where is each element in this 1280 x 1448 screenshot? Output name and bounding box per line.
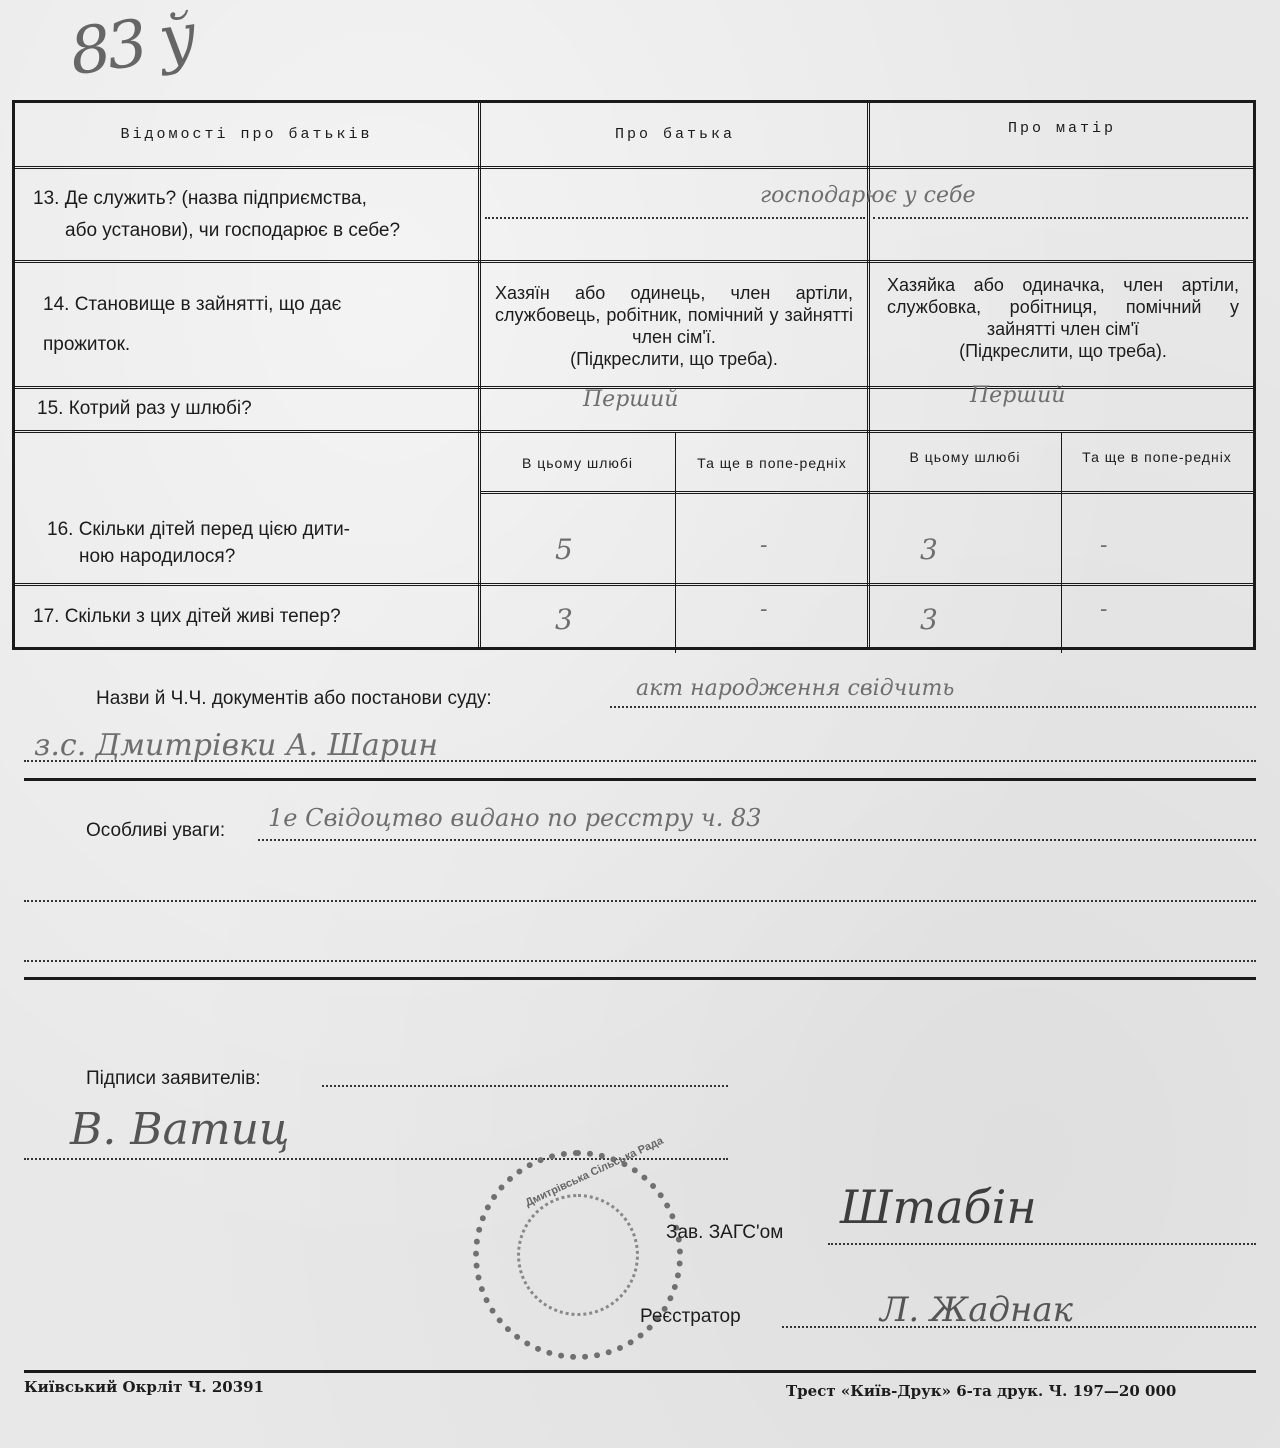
row-16-mother-prev: -	[1100, 533, 1108, 558]
row-14-mother-options: Хазяйка або одиначка, член артіли, службовка, робітниця, помічний у зайнятті член сім'ї (Підкреслити, що треба).	[887, 275, 1239, 361]
row-13-father-answer: господарює у себе	[760, 183, 976, 208]
header-info: Відомості про батьків	[120, 125, 373, 143]
row-15-mother-answer: Перший	[970, 383, 1066, 408]
row-17-question: 17. Скільки з цих дітей живі тепер?	[33, 606, 341, 627]
subheader-father-this: В цьому шлюбі	[521, 454, 634, 471]
subheader-mother-this: В цьому шлюбі	[909, 448, 1021, 465]
head-zags-label: Зав. ЗАГС'ом	[666, 1222, 784, 1243]
parents-info-table	[12, 100, 1256, 650]
row-15-question: 15. Котрий раз у шлюбі?	[37, 398, 252, 419]
row-16-question: 16. Скільки дітей перед цією дити- ною народилося?	[47, 519, 351, 567]
row-17-father-this: 3	[555, 603, 573, 636]
notes-label: Особливі уваги:	[86, 820, 226, 841]
official-stamp: Дмитрівська Сільська Рада	[473, 1150, 683, 1360]
applicants-signature-label: Підписи заявителів:	[86, 1068, 261, 1089]
row-14-father-options: Хазяїн або одинець, член артіли, службовець, робітник, помічний у зайнятті член сім'ї. (Підкреслити, що треба).	[495, 283, 853, 369]
footer-right-imprint: Трест «Київ-Друк» 6-та друк. Ч. 197—20 000	[786, 1382, 1177, 1400]
row-16-father-prev: -	[760, 533, 768, 558]
footer-left-imprint: Київський Окрліт Ч. 20391	[24, 1378, 265, 1396]
subheader-father-prev: Та ще в попе-редніх	[697, 454, 847, 471]
documents-value-line1: акт народження свідчить	[636, 676, 955, 701]
divider	[478, 103, 481, 647]
divider	[15, 166, 1253, 169]
subheader-mother-prev: Та ще в попе-редніх	[1082, 448, 1232, 465]
row-15-father-answer: Перший	[583, 387, 679, 412]
handwritten-page-number: 83 ў	[65, 0, 198, 91]
row-14-question: 14. Становище в зайнятті, що дає прожиток.	[43, 294, 342, 355]
applicant-signature: В. Ватиц	[70, 1104, 290, 1155]
documents-value-line2: з.с. Дмитрівки А. Шарин	[34, 728, 439, 763]
row-16-mother-this: 3	[920, 533, 938, 566]
registrar-signature: Л. Жаднак	[880, 1290, 1073, 1330]
row-17-mother-prev: -	[1100, 597, 1108, 622]
documents-label: Назви й Ч.Ч. документів або постанови суду:	[96, 688, 492, 709]
header-father: Про батька	[614, 125, 735, 143]
header-mother: Про матір	[1007, 119, 1116, 137]
notes-value: 1е Свідоцтво видано по ресстру ч. 83	[268, 804, 762, 832]
registrar-label: Реєстратор	[640, 1306, 741, 1327]
stamp-emblem	[517, 1194, 639, 1316]
row-17-mother-this: 3	[920, 603, 938, 636]
head-zags-signature: Штабін	[840, 1180, 1037, 1234]
row-16-father-this: 5	[555, 533, 573, 566]
row-13-question: 13. Де служить? (назва підприємства, або установи), чи господарює в себе?	[33, 188, 401, 241]
row-17-father-prev: -	[760, 597, 768, 622]
